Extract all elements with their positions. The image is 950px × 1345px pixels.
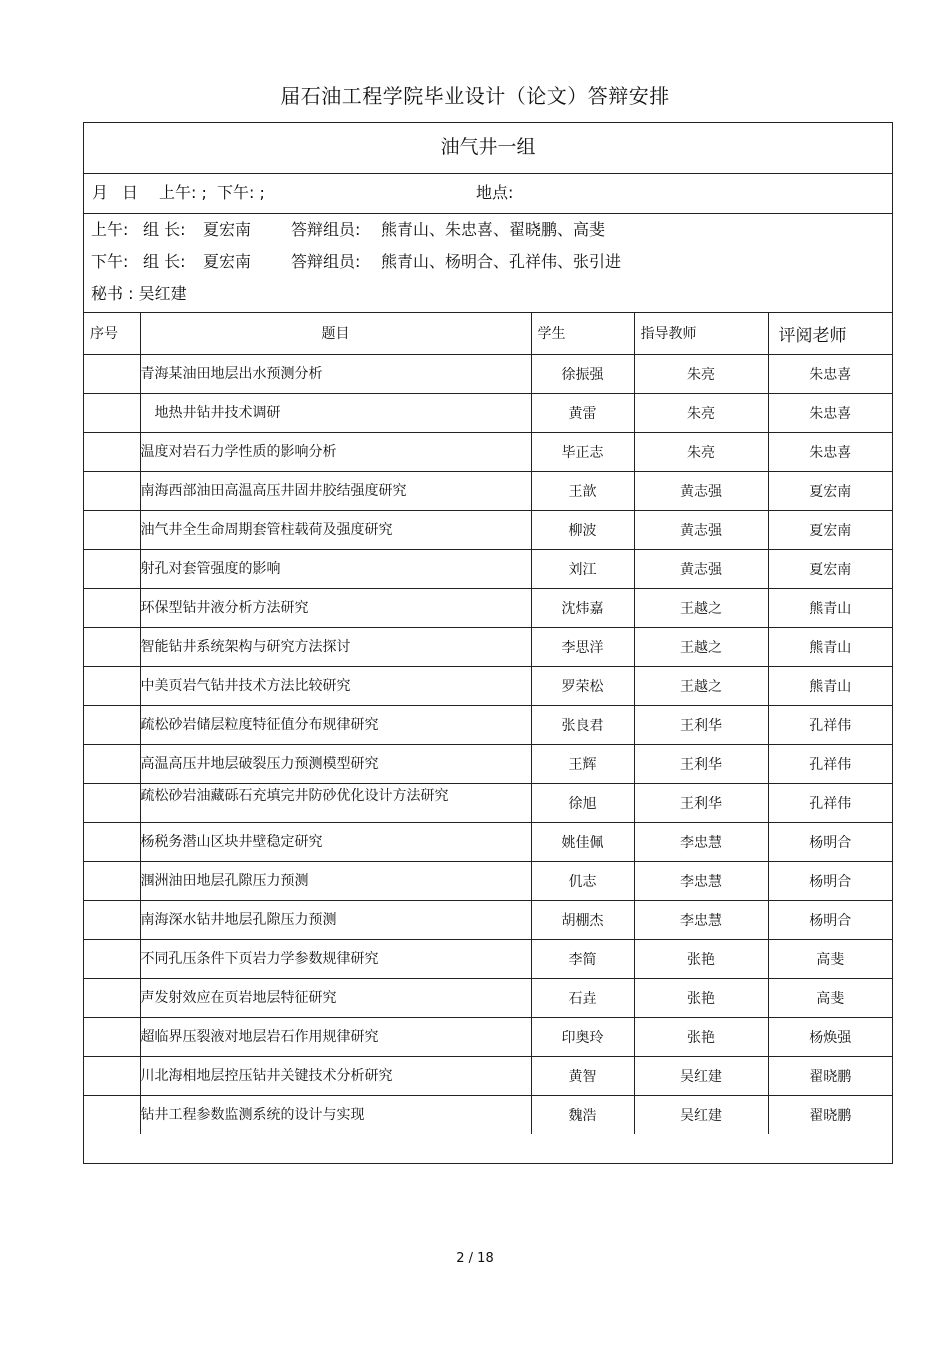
row-index <box>84 822 140 861</box>
row-student: 徐振强 <box>531 354 634 393</box>
row-student: 沈炜嘉 <box>531 588 634 627</box>
afternoon-members-label: 答辩组员: <box>291 252 361 271</box>
table-row <box>84 822 892 861</box>
row-advisor: 王利华 <box>634 705 768 744</box>
date-time-row <box>84 174 892 214</box>
row-reviewer: 翟晓鹏 <box>809 1107 852 1124</box>
row-index <box>84 510 140 549</box>
row-advisor: 王利华 <box>634 744 768 783</box>
morning-label: 上午: <box>91 220 129 239</box>
row-advisor: 黄志强 <box>634 471 768 510</box>
row-title: 涠洲油田地层孔隙压力预测 <box>140 861 531 900</box>
row-index <box>84 432 140 471</box>
row-reviewer: 杨明合 <box>768 861 892 900</box>
row-title: 射孔对套管强度的影响 <box>140 549 531 588</box>
morning-leader-label: 组 长: <box>143 220 186 239</box>
day-label: 日 <box>122 183 139 202</box>
row-student: 王辉 <box>531 744 634 783</box>
table-row <box>84 1056 892 1095</box>
row-reviewer: 孔祥伟 <box>768 705 892 744</box>
table-row <box>84 861 892 900</box>
row-student: 印奥玲 <box>531 1017 634 1056</box>
header-advisor: 指导教师 <box>634 313 768 354</box>
table-row <box>84 1017 892 1056</box>
afternoon-members: 熊青山、杨明合、孔祥伟、张引进 <box>381 252 622 271</box>
row-title: 南海深水钻井地层孔隙压力预测 <box>140 900 531 939</box>
table-row <box>84 588 892 627</box>
header-reviewer: 评阅老师 <box>768 313 892 354</box>
row-advisor: 张艳 <box>634 939 768 978</box>
table-row <box>84 666 892 705</box>
morning-members: 熊青山、朱忠喜、翟晓鹏、高斐 <box>381 220 606 239</box>
row-advisor: 王越之 <box>634 588 768 627</box>
afternoon-leader-label: 组 长: <box>143 252 186 271</box>
row-advisor: 张艳 <box>634 978 768 1017</box>
row-index <box>84 627 140 666</box>
table-row <box>84 939 892 978</box>
row-index <box>84 1017 140 1056</box>
morning-leader: 夏宏南 <box>203 220 252 239</box>
row-student: 姚佳佩 <box>531 822 634 861</box>
location-label: 地点: <box>476 183 514 202</box>
row-reviewer: 熊青山 <box>768 666 892 705</box>
row-reviewer: 高斐 <box>768 978 892 1017</box>
row-advisor: 朱亮 <box>634 432 768 471</box>
row-student: 徐旭 <box>531 783 634 822</box>
row-title: 青海某油田地层出水预测分析 <box>140 354 531 393</box>
table-row <box>84 432 892 471</box>
row-index <box>84 1056 140 1095</box>
row-student: 仉志 <box>531 861 634 900</box>
row-title: 川北海相地层控压钻井关键技术分析研究 <box>140 1056 531 1095</box>
row-student: 魏浩 <box>531 1095 634 1134</box>
table-row <box>84 978 892 1017</box>
row-title: 声发射效应在页岩地层特征研究 <box>140 978 531 1017</box>
header-student: 学生 <box>531 313 634 354</box>
row-title: 环保型钻井液分析方法研究 <box>140 588 531 627</box>
row-index <box>84 939 140 978</box>
row-title: 疏松砂岩储层粒度特征值分布规律研究 <box>140 705 531 744</box>
row-advisor: 朱亮 <box>634 354 768 393</box>
table-row <box>84 627 892 666</box>
morning-members-label: 答辩组员: <box>291 220 361 239</box>
table-row <box>84 783 892 822</box>
table-row <box>84 549 892 588</box>
row-reviewer: 孔祥伟 <box>768 783 892 822</box>
row-index <box>84 978 140 1017</box>
row-advisor: 李忠慧 <box>634 900 768 939</box>
row-advisor: 李忠慧 <box>634 822 768 861</box>
document-title: 届石油工程学院毕业设计（论文）答辩安排 <box>280 84 670 108</box>
row-reviewer: 夏宏南 <box>768 549 892 588</box>
row-index <box>84 354 140 393</box>
row-title: 智能钻井系统架构与研究方法探讨 <box>140 627 531 666</box>
row-student: 张良君 <box>531 705 634 744</box>
schedule-sheet <box>83 122 893 1164</box>
row-title: 南海西部油田高温高压井固井胶结强度研究 <box>140 471 531 510</box>
row-student: 王歆 <box>531 471 634 510</box>
row-student: 毕正志 <box>531 432 634 471</box>
row-title: 地热井钻井技术调研 <box>140 393 531 432</box>
row-student: 黄智 <box>531 1056 634 1095</box>
row-index <box>84 900 140 939</box>
table-row <box>84 510 892 549</box>
row-index <box>84 744 140 783</box>
row-title: 杨税务潜山区块井壁稳定研究 <box>140 822 531 861</box>
row-index <box>84 393 140 432</box>
row-advisor: 朱亮 <box>634 393 768 432</box>
table-row <box>84 1095 892 1134</box>
table-row <box>84 705 892 744</box>
page-number: 2 / 18 <box>456 1251 494 1266</box>
session-times: 上午: ; 下午: ; <box>159 183 265 202</box>
row-student: 李思洋 <box>531 627 634 666</box>
row-student: 石垚 <box>531 978 634 1017</box>
table-header-row <box>84 313 892 354</box>
committee-block <box>84 214 892 313</box>
row-reviewer: 杨焕强 <box>768 1017 892 1056</box>
row-index <box>84 588 140 627</box>
row-reviewer: 杨明合 <box>768 900 892 939</box>
row-reviewer: 夏宏南 <box>768 510 892 549</box>
row-advisor: 吴红建 <box>634 1056 768 1095</box>
header-title: 题目 <box>140 313 531 354</box>
table-row <box>84 900 892 939</box>
row-student: 胡棚杰 <box>531 900 634 939</box>
row-student: 柳波 <box>531 510 634 549</box>
row-index <box>84 705 140 744</box>
row-index <box>84 861 140 900</box>
afternoon-label: 下午: <box>91 252 129 271</box>
row-student: 李简 <box>531 939 634 978</box>
row-advisor: 王利华 <box>634 783 768 822</box>
row-reviewer: 朱忠喜 <box>768 354 892 393</box>
row-advisor: 吴红建 <box>634 1095 768 1134</box>
row-advisor: 王越之 <box>634 666 768 705</box>
row-index <box>84 1095 140 1134</box>
row-reviewer: 翟晓鹏 <box>768 1056 892 1095</box>
table-row <box>84 393 892 432</box>
afternoon-leader: 夏宏南 <box>203 252 252 271</box>
month-label: 月 <box>92 183 109 202</box>
row-reviewer: 熊青山 <box>768 588 892 627</box>
row-title: 油气井全生命周期套管柱载荷及强度研究 <box>140 510 531 549</box>
secretary: 秘书 : 吴红建 <box>91 284 187 303</box>
row-advisor: 黄志强 <box>634 549 768 588</box>
row-index <box>84 471 140 510</box>
row-reviewer: 高斐 <box>768 939 892 978</box>
row-index <box>84 783 140 822</box>
header-index: 序号 <box>84 313 140 354</box>
row-student: 罗荣松 <box>531 666 634 705</box>
row-title: 中美页岩气钻井技术方法比较研究 <box>140 666 531 705</box>
row-title: 温度对岩石力学性质的影响分析 <box>140 432 531 471</box>
row-title: 高温高压井地层破裂压力预测模型研究 <box>140 744 531 783</box>
row-title: 不同孔压条件下页岩力学参数规律研究 <box>140 939 531 978</box>
row-reviewer: 朱忠喜 <box>768 393 892 432</box>
table-row <box>84 744 892 783</box>
row-advisor: 张艳 <box>634 1017 768 1056</box>
row-reviewer: 孔祥伟 <box>768 744 892 783</box>
row-advisor: 黄志强 <box>634 510 768 549</box>
row-student: 刘江 <box>531 549 634 588</box>
row-student: 黄雷 <box>531 393 634 432</box>
row-advisor: 王越之 <box>634 627 768 666</box>
table-row <box>84 471 892 510</box>
row-reviewer: 夏宏南 <box>768 471 892 510</box>
table-row <box>84 354 892 393</box>
row-title: 超临界压裂液对地层岩石作用规律研究 <box>140 1017 531 1056</box>
row-advisor: 李忠慧 <box>634 861 768 900</box>
row-reviewer: 朱忠喜 <box>768 432 892 471</box>
row-index <box>84 666 140 705</box>
row-reviewer: 熊青山 <box>768 627 892 666</box>
group-name: 油气井一组 <box>84 123 892 174</box>
row-index <box>84 549 140 588</box>
row-reviewer: 杨明合 <box>768 822 892 861</box>
defense-schedule-table <box>84 313 892 1134</box>
row-title: 钻井工程参数监测系统的设计与实现 <box>140 1095 531 1134</box>
row-title: 疏松砂岩油藏砾石充填完井防砂优化设计方法研究 <box>140 783 531 822</box>
